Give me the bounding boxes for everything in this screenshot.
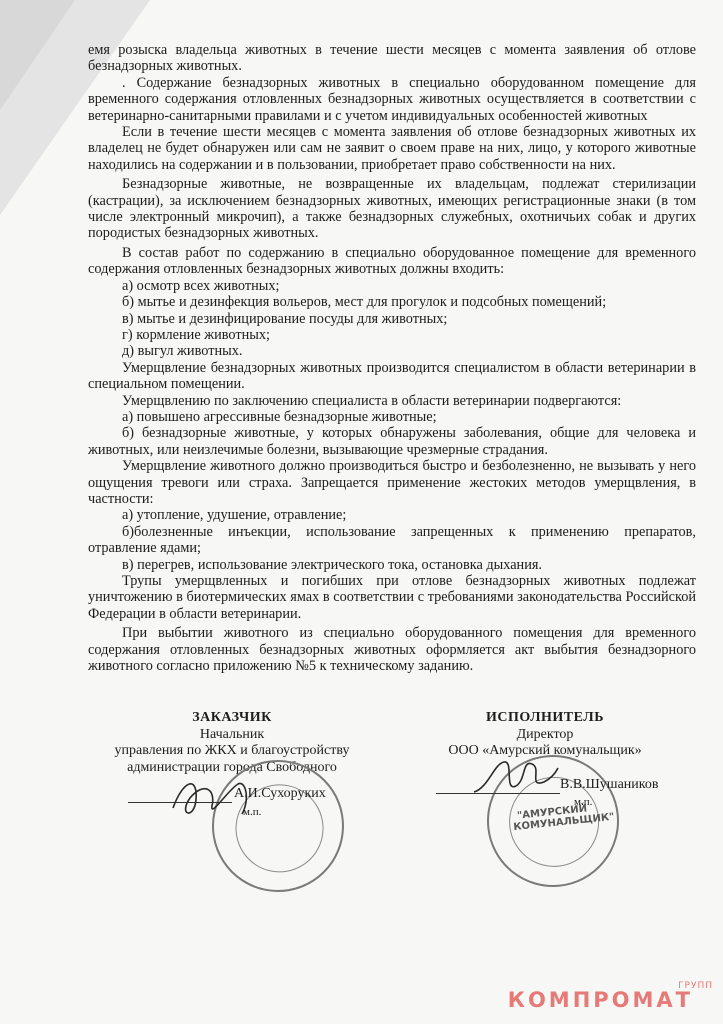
contractor-org: ООО «Амурский комунальщик» <box>448 743 642 758</box>
customer-org-line1: управления по ЖКХ и благоустройству <box>114 743 350 758</box>
customer-signature-block <box>112 710 352 776</box>
document-body <box>88 42 696 674</box>
contractor-position: Директор <box>516 726 574 742</box>
contractor-signature-line <box>436 793 560 794</box>
customer-position: Начальник <box>199 726 265 742</box>
paragraph: Безнадзорные животные, не возвращенные их владельцам, подлежат стерилизации (кастрации), за исключением безнадзорных животных, имеющих регистрационные знаки (в том числе электронный микрочип), а также безнадзорных служебных, охотничьих собак и других породистых безнадзорных животных. <box>88 176 696 242</box>
paragraph: в) перегрев, использование электрического тока, остановка дыхания. <box>122 556 542 573</box>
paragraph: д) выгул животных. <box>122 343 243 360</box>
paragraph: б)болезненные инъекции, использование запрещенных к применению препаратов, отравление ядами; <box>88 523 696 557</box>
paragraph: г) кормление животных; <box>122 326 271 343</box>
watermark: КОМПРОМАТ <box>507 988 693 1012</box>
paragraph: Умерщвлению по заключению специалиста в области ветеринарии подвергаются: <box>122 392 622 409</box>
paragraph: а) осмотр всех животных; <box>122 277 280 294</box>
paragraph: а) повышено агрессивные безнадзорные животные; <box>122 408 437 425</box>
paragraph: При выбытии животного из специально оборудованного помещения для временного содержания отловленных безнадзорных животных оформляется акт выбытия безнадзорного животного согласно приложению №5 к техническому заданию. <box>88 625 696 675</box>
contractor-signature-scribble <box>470 752 560 807</box>
paragraph: в) мытье и дезинфицирование посуды для животных; <box>122 310 448 327</box>
paragraph: а) утопление, удушение, отравление; <box>122 507 347 524</box>
paper-fold-corner <box>0 0 75 110</box>
contractor-title: ИСПОЛНИТЕЛЬ <box>486 710 604 725</box>
customer-signature-line <box>128 802 232 803</box>
contractor-stamp-text: "АМУРСКИЙ КОМУНАЛЬЩИК" <box>512 803 615 834</box>
watermark-sup: ГРУПП <box>678 981 713 991</box>
customer-org-line2: администрации города Свободного <box>127 759 337 775</box>
paragraph: Умерщвление безнадзорных животных производится специалистом в области ветеринарии в специальном помещении. <box>88 359 696 393</box>
paragraph: В состав работ по содержанию в специально оборудованное помещение для временного содержания отловленных безнадзорных животных должны входить: <box>88 244 696 278</box>
customer-mp: м.п. <box>243 806 262 818</box>
paragraph: б) мытье и дезинфекция вольеров, мест для прогулок и подсобных помещений; <box>122 294 607 311</box>
paragraph: . Содержание безнадзорных животных в специально оборудованном помещение для временного содержания отловленных безнадзорных животных осуществляется в соответствии с ветеринарно-санитарными правилами и с учетом индивидуальных особенностей животных <box>88 74 696 124</box>
paragraph: б) безнадзорные животные, у которых обнаружены заболевания, общие для человека и животных, или неизлечимые болезни, вызывающие чрезмерные страдания. <box>88 425 696 458</box>
contractor-mp: м.п. <box>574 796 593 808</box>
paragraph: емя розыска владельца животных в течение шести месяцев с момента заявления об отлове безнадзорных животных. <box>88 42 696 75</box>
customer-name: А.И.Сухоруких <box>234 786 326 801</box>
contractor-name: В.В.Шушаников <box>560 777 659 792</box>
paragraph: Трупы умерщвленных и погибших при отлове безнадзорных животных подлежат уничтожению в биотермических ямах в соответствии с требованиями законодательства Российской Федерации в области ветеринарии. <box>88 573 696 622</box>
paragraph: Умерщвление животного должно производиться быстро и безболезненно, не вызывать у него ощущения тревоги или страха. Запрещается применение жестоких методов умерщвления, в частности: <box>88 458 696 507</box>
customer-title: ЗАКАЗЧИК <box>192 710 272 725</box>
paragraph: Если в течение шести месяцев с момента заявления об отлове безнадзорных животных их владелец не будет обнаружен или сам не заявит о своем праве на них, лицо, у которого животные находились на содержании и в пользовании, приобретает право собственности на них. <box>88 124 696 173</box>
